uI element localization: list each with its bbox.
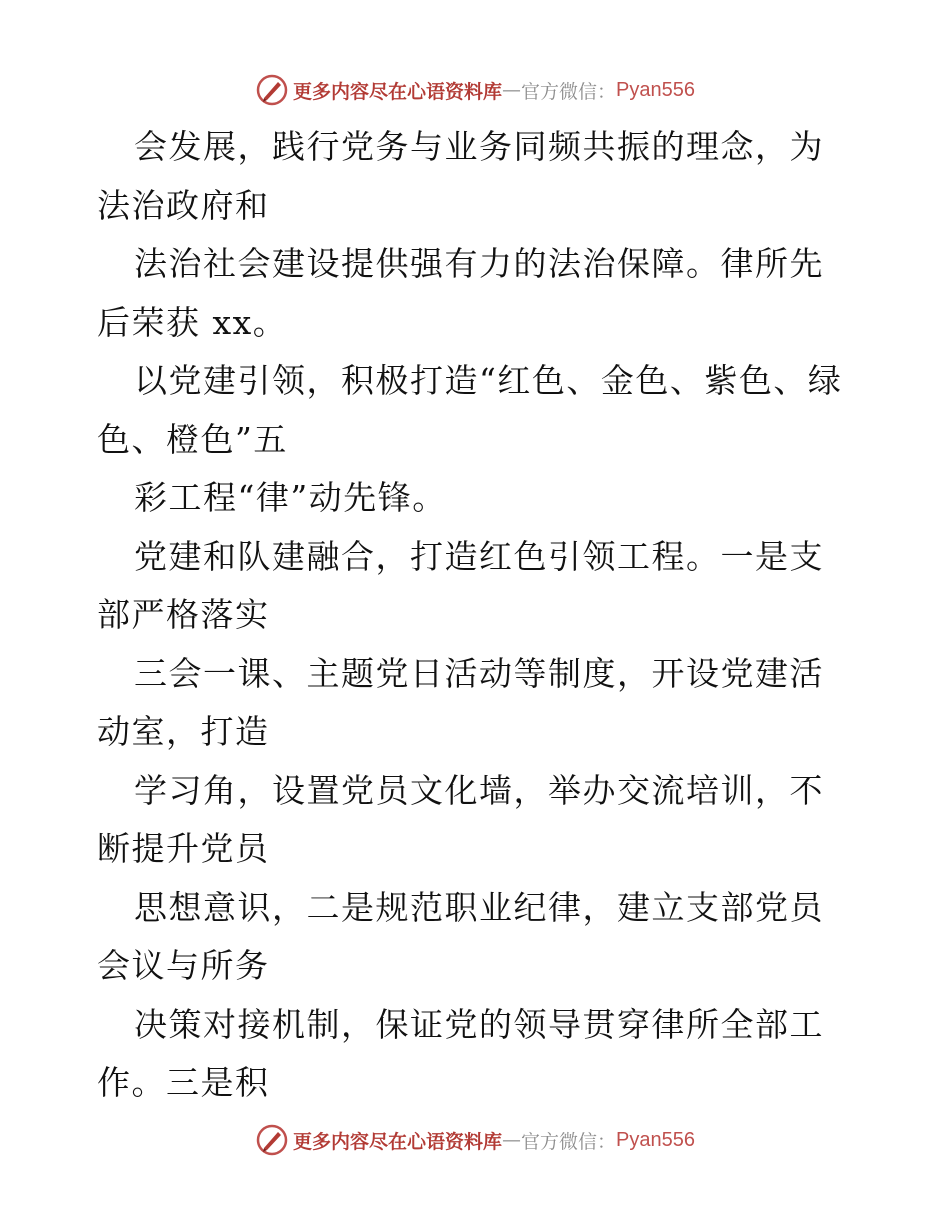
footer-wechat-label: 官方微信： (521, 1130, 617, 1153)
footer-brand-text: 更多内容尽在心语资料库 (293, 1130, 503, 1153)
paragraph: 决策对接机制，保证党的领导贯穿律所全部工作。三是积 (97, 1004, 824, 1102)
paragraph: 彩工程“律”动先锋。 (134, 478, 447, 517)
paragraph: 思想意识，二是规范职业纪律，建立支部党员会议与所务 (97, 887, 824, 985)
header-wechat-id: Pyan556 (616, 78, 695, 101)
header-separator: — (502, 79, 522, 101)
footer-wechat-id: Pyan556 (616, 1128, 695, 1151)
pen-logo-icon (255, 1123, 289, 1157)
header-brand-text: 更多内容尽在心语资料库 (293, 80, 503, 103)
header-wechat-label: 官方微信： (521, 80, 617, 103)
paragraph: 学习角，设置党员文化墙，举办交流培训，不断提升党员 (97, 770, 824, 868)
paragraph: 党建和队建融合，打造红色引领工程。一是支部严格落实 (97, 536, 824, 634)
paragraph: 以党建引领，积极打造“红色、金色、紫色、绿色、橙色”五 (97, 361, 843, 459)
paragraph: 法治社会建设提供强有力的法治保障。律所先后荣获 xx。 (97, 244, 824, 342)
footer-separator: — (502, 1129, 522, 1151)
header-banner (0, 70, 950, 110)
paragraph: 三会一课、主题党日活动等制度，开设党建活动室，打造 (97, 653, 824, 751)
pen-logo-icon (255, 73, 289, 107)
document-body (97, 118, 857, 1113)
paragraph: 会发展，践行党务与业务同频共振的理念，为法治政府和 (97, 127, 824, 225)
footer-banner (0, 1120, 950, 1160)
